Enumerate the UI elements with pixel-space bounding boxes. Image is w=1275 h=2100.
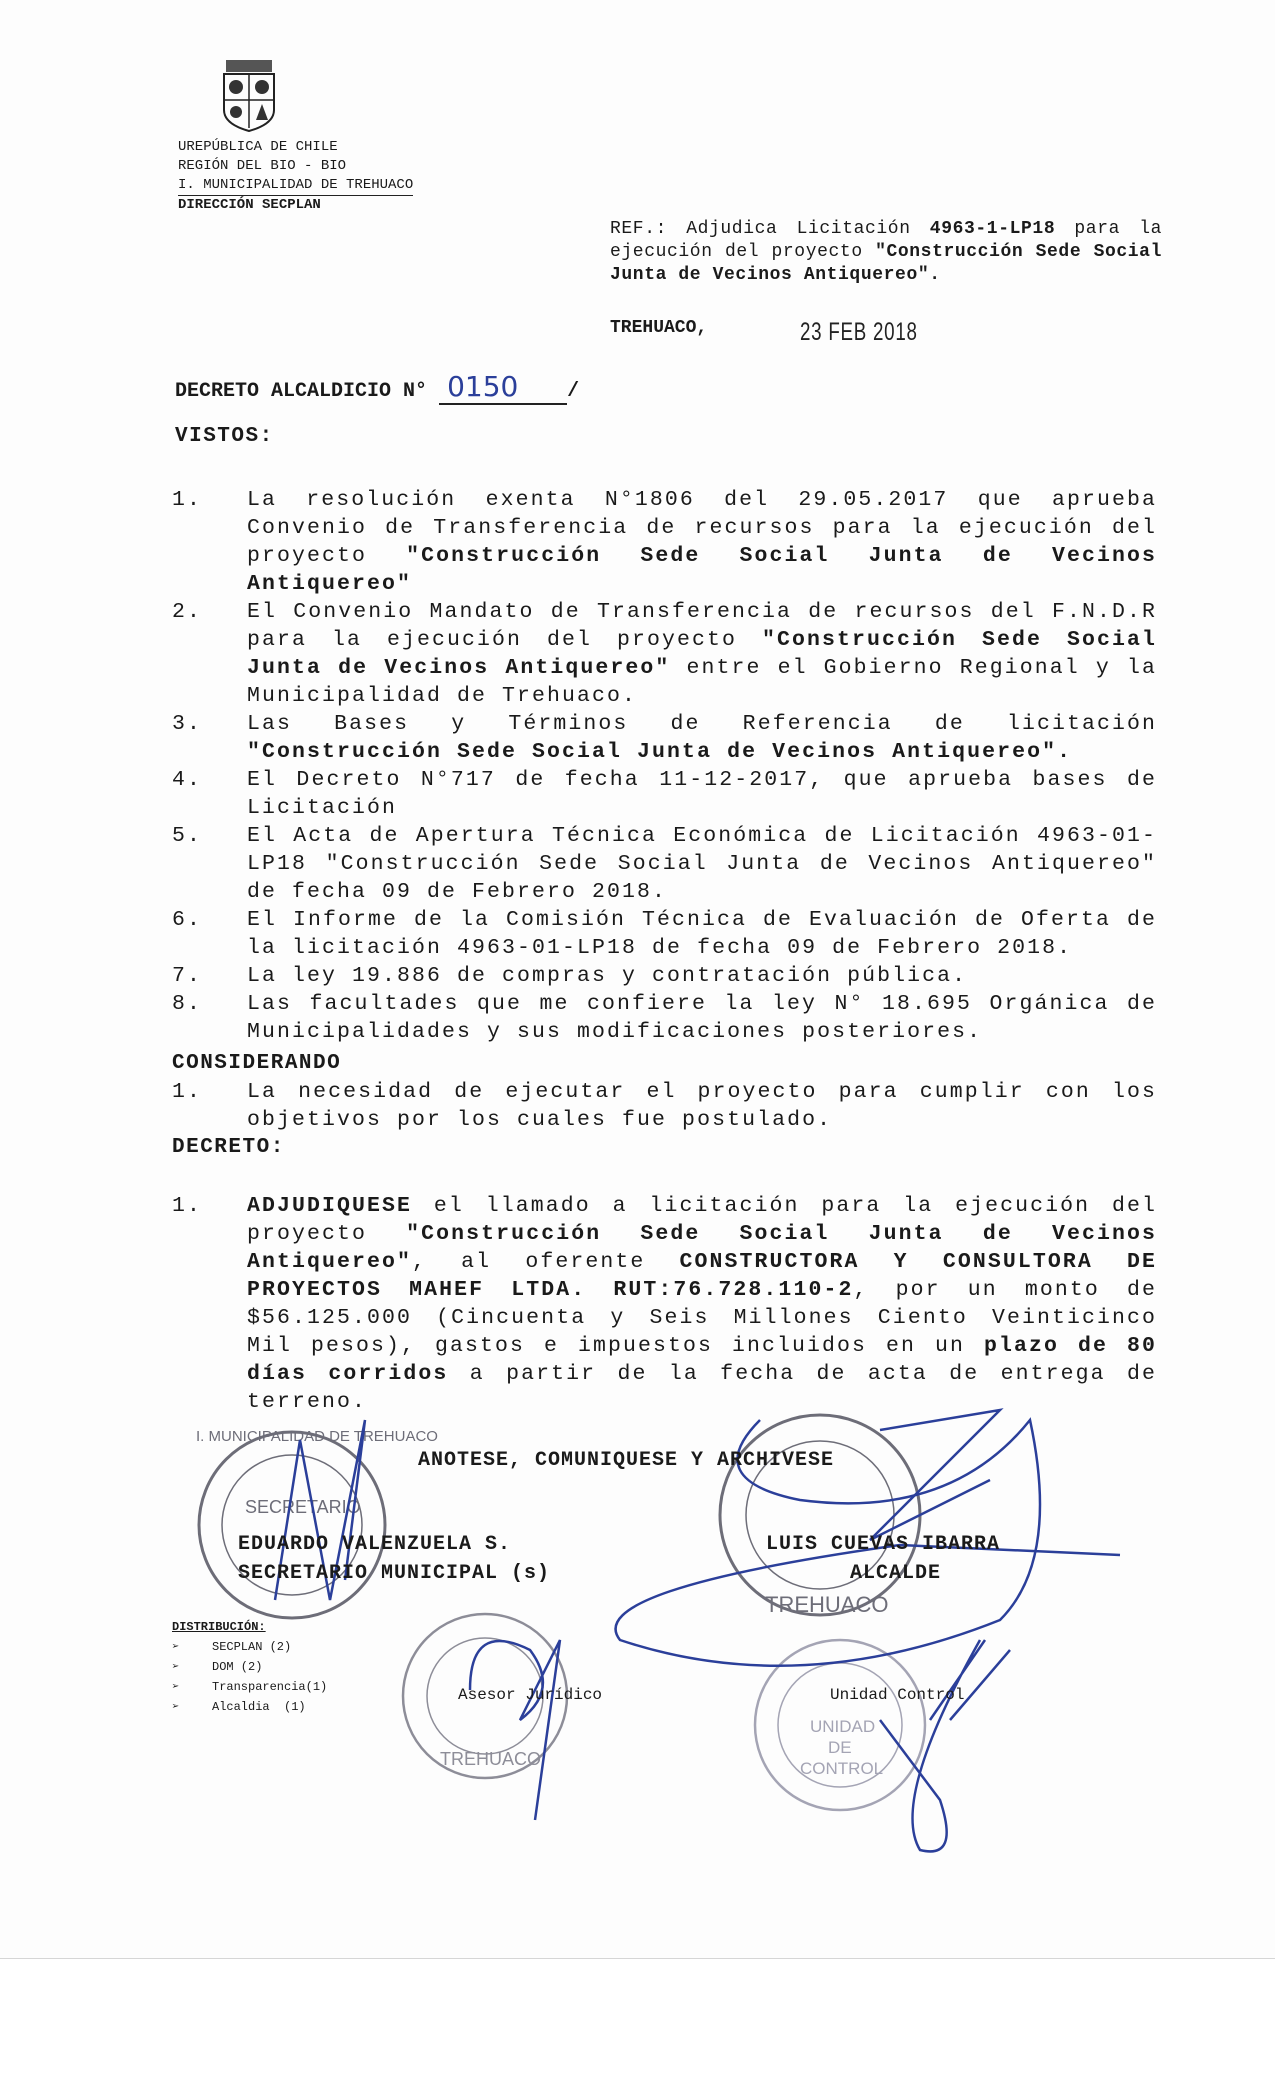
distribution-list: DISTRIBUCIÓN: ➢ SECPLAN (2) ➢ DOM (2) ➢ Transparencia(1) ➢ Alcaldia (1) [172,1617,327,1717]
list-item: ➢ SECPLAN (2) [172,1640,292,1654]
list-item: 1. ADJUDIQUESE el llamado a licitación para la ejecución del proyecto "Construcción Sede Social Junta de Vecinos Antiquereo", al oferente CONSTRUCTORA Y CONSULTORA DE PROYECTOS MAHEF LTDA. RUT:76.728.110-2, por un monto de $56.125.000 (Cincuenta y Seis Millones Ciento Veinticinco Mil pesos), gastos e impuestos incluidos en un plazo de 80 días corridos a partir de la fecha de acta de entrega de terreno. [172,1194,1158,1414]
list-item: 3. Las Bases y Términos de Referencia de licitación "Construcción Sede Social Junta de Vecinos Antiquereo". [172,712,1157,764]
list-item: 1. La necesidad de ejecutar el proyecto para cumplir con los objetivos por los cuales fue postulado. [172,1080,1157,1132]
decree-number-handwritten: 0150 [439,370,567,405]
decreto-section [172,1192,1157,1416]
secretary-name: EDUARDO VALENZUELA S. [238,1533,512,1556]
letterhead-country: UREPÚBLICA DE CHILE [178,139,338,155]
secretario-stamp [196,1428,438,1618]
svg-text:TREHUACO: TREHUACO [765,1592,889,1617]
alcalde-stamp [720,1415,920,1617]
control-unit-visa: Unidad Control [830,1686,965,1704]
svg-text:TREHUACO: TREHUACO [440,1749,542,1769]
list-item: 7. La ley 19.886 de compras y contratación pública. [172,964,968,988]
svg-text:UNIDAD: UNIDAD [810,1717,876,1736]
list-item: ➢ Alcaldia (1) [172,1700,306,1714]
vistos-heading: VISTOS: [175,425,274,448]
list-item: 1. La resolución exenta N°1806 del 29.05.2017 que aprueba Convenio de Transferencia de recursos para la ejecución del proyecto "Construcción Sede Social Junta de Vecinos Antiquereo" [172,488,1157,596]
control-stamp [755,1640,925,1810]
reference-block: REF.: Adjudica Licitación 4963-1-LP18 para la ejecución del proyecto "Construcción Sede Social Junta de Vecinos Antiquereo". [610,219,1162,285]
handwritten-signatures [275,1410,1120,1851]
list-item: 5. El Acta de Apertura Técnica Económica de Licitación 4963-01-LP18 "Construcción Sede Social Junta de Vecinos Antiquereo" de fecha 09 de Febrero 2018. [172,824,1157,904]
list-item: 6. El Informe de la Comisión Técnica de Evaluación de Oferta de la licitación 4963-01-LP18 de fecha 09 de Febrero 2018. [172,908,1157,960]
vistos-list [172,486,1157,1046]
closing-formula: ANOTESE, COMUNIQUESE Y ARCHIVESE [418,1449,835,1472]
decree-number-line: DECRETO ALCALDICIO N° 0150 / [175,370,580,403]
list-item: 2. El Convenio Mandato de Transferencia de recursos del F.N.D.R para la ejecución del proyecto "Construcción Sede Social Junta de Vecinos Antiquereo" entre el Gobierno Regional y la Municipalidad de Trehuaco. [172,600,1157,708]
letterhead [178,138,413,215]
legal-advisor-visa: Asesor Jurídico [458,1686,603,1704]
place: TREHUACO, [610,318,708,338]
list-item: 4. El Decreto N°717 de fecha 11-12-2017, que aprueba bases de Licitación [172,768,1157,820]
letterhead-region: REGIÓN DEL BIO - BIO [178,158,347,174]
considerando-section [172,1050,1157,1162]
svg-text:SECRETARIO: SECRETARIO [245,1497,361,1517]
svg-text:I. MUNICIPALIDAD DE TREHUACO: I. MUNICIPALIDAD DE TREHUACO [196,1428,438,1445]
decreto-heading: DECRETO: [172,1136,285,1159]
list-item: ➢ Transparencia(1) [172,1680,328,1694]
letterhead-department: DIRECCIÓN SECPLAN [178,197,321,213]
considerando-heading: CONSIDERANDO [172,1052,342,1075]
secretary-title: SECRETARIO MUNICIPAL (s) [238,1562,551,1585]
letterhead-municipality: I. MUNICIPALIDAD DE TREHUACO [178,176,413,196]
svg-text:CONTROL: CONTROL [800,1759,884,1778]
list-item: 8. Las facultades que me confiere la ley N° 18.695 Orgánica de Municipalidades y sus modificaciones posteriores. [172,992,1157,1044]
municipal-coat-of-arms-logo [218,60,280,132]
date-stamp: 23 FEB 2018 [800,318,918,346]
list-item: ➢ DOM (2) [172,1660,263,1674]
svg-text:DE: DE [828,1738,852,1757]
mayor-title: ALCALDE [850,1562,942,1585]
mayor-name: LUIS CUEVAS IBARRA [766,1533,1001,1556]
